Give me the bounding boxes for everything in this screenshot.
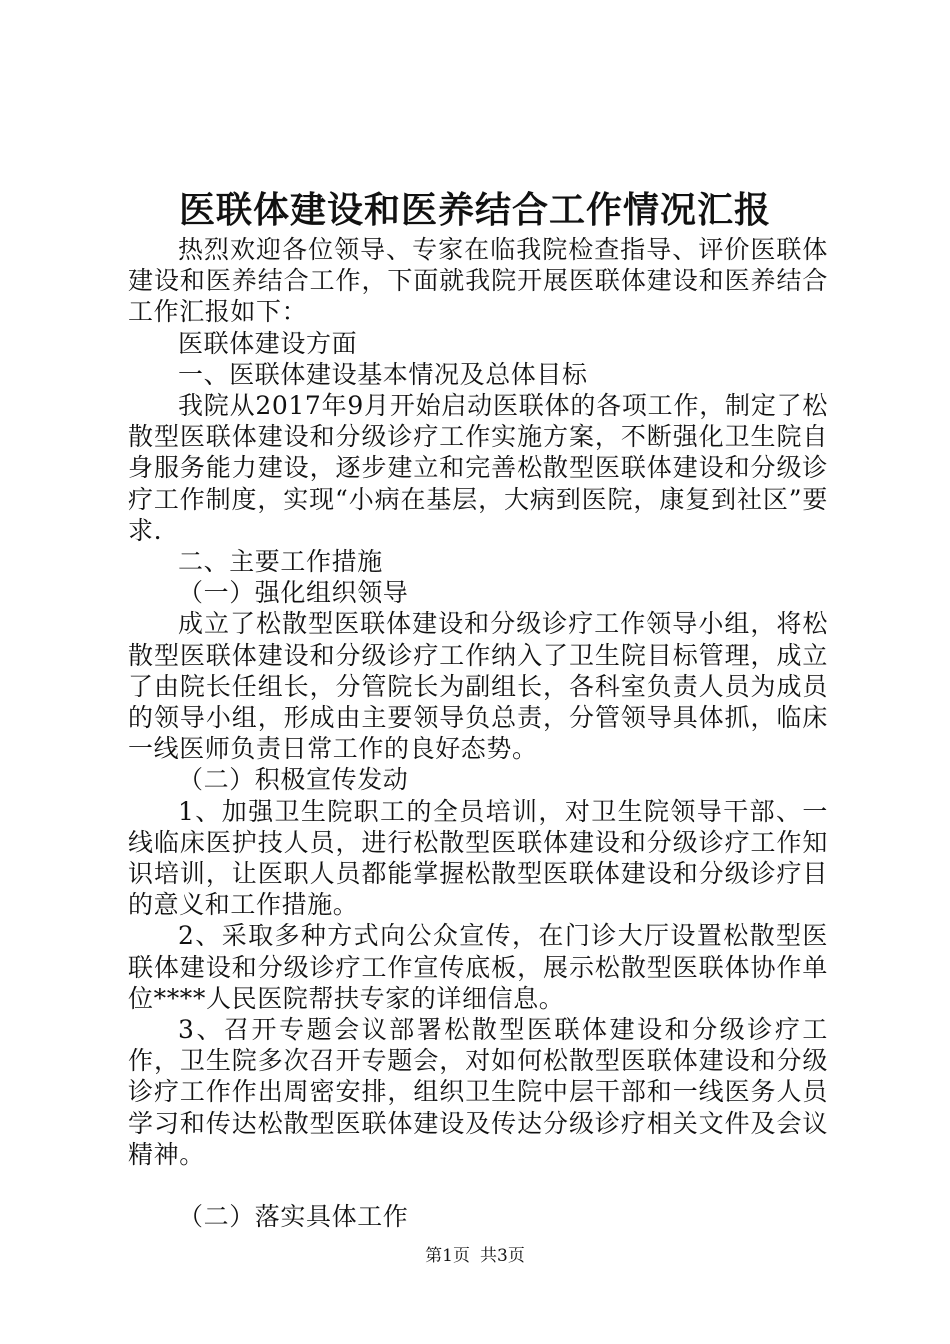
page-footer [0,1245,950,1267]
paragraph-public-promotion: 2、采取多种方式向公众宣传，在门诊大厅设置松散型医联体建设和分级诊疗工作宣传底板，展示松散型医联体协作单位****人民医院帮扶专家的详细信息。 [128,921,828,1013]
paragraph-basic-situation: 我院从2017年9月开始启动医联体的各项工作，制定了松散型医联体建设和分级诊疗工作实施方案，不断强化卫生院自身服务能力建设，逐步建立和完善松散型医联体建设和分级诊疗工作制度，实现“小病在基层，大病到医院，康复到社区”要求. [128,391,828,545]
paragraph-organization: 成立了松散型医联体建设和分级诊疗工作领导小组，将松散型医联体建设和分级诊疗工作纳入了卫生院目标管理，成立了由院长任组长，分管院长为副组长，各科室负责人员为成员的领导小组，形成由主要领导负总责，分管领导具体抓，临床一线医师负责日常工作的良好态势。 [128,609,828,764]
heading-basic-situation: 一、医联体建设基本情况及总体目标 [178,359,588,389]
paragraph-special-meetings: 3、召开专题会议部署松散型医联体建设和分级诊疗工作，卫生院多次召开专题会，对如何松散型医联体建设和分级诊疗工作作出周密安排，组织卫生院中层干部和一线医务人员学习和传达松散型医联体建设及传达分级诊疗相关文件及会议精神。 [128,1015,828,1169]
subheading-organization: （一）强化组织领导 [178,578,409,608]
page-number: 第1页 [425,1246,470,1266]
page-total: 共3页 [480,1246,525,1266]
paragraph-intro: 热烈欢迎各位领导、专家在临我院检查指导、评价医联体建设和医养结合工作，下面就我院开展医联体建设和医养结合工作汇报如下： [128,235,828,327]
document-title: 医联体建设和医养结合工作情况汇报 [178,189,771,231]
heading-main-measures: 二、主要工作措施 [178,547,383,577]
subheading-implementation: （二）落实具体工作 [178,1202,409,1232]
paragraph-training: 1、加强卫生院职工的全员培训，对卫生院领导干部、一线临床医护技人员，进行松散型医联体建设和分级诊疗工作知识培训，让医职人员都能掌握松散型医联体建设和分级诊疗目的意义和工作措施。 [128,796,828,920]
subheading-publicity: （二）积极宣传发动 [178,765,409,795]
document-body [128,234,828,1232]
section-heading-medical-alliance: 医联体建设方面 [178,328,358,358]
